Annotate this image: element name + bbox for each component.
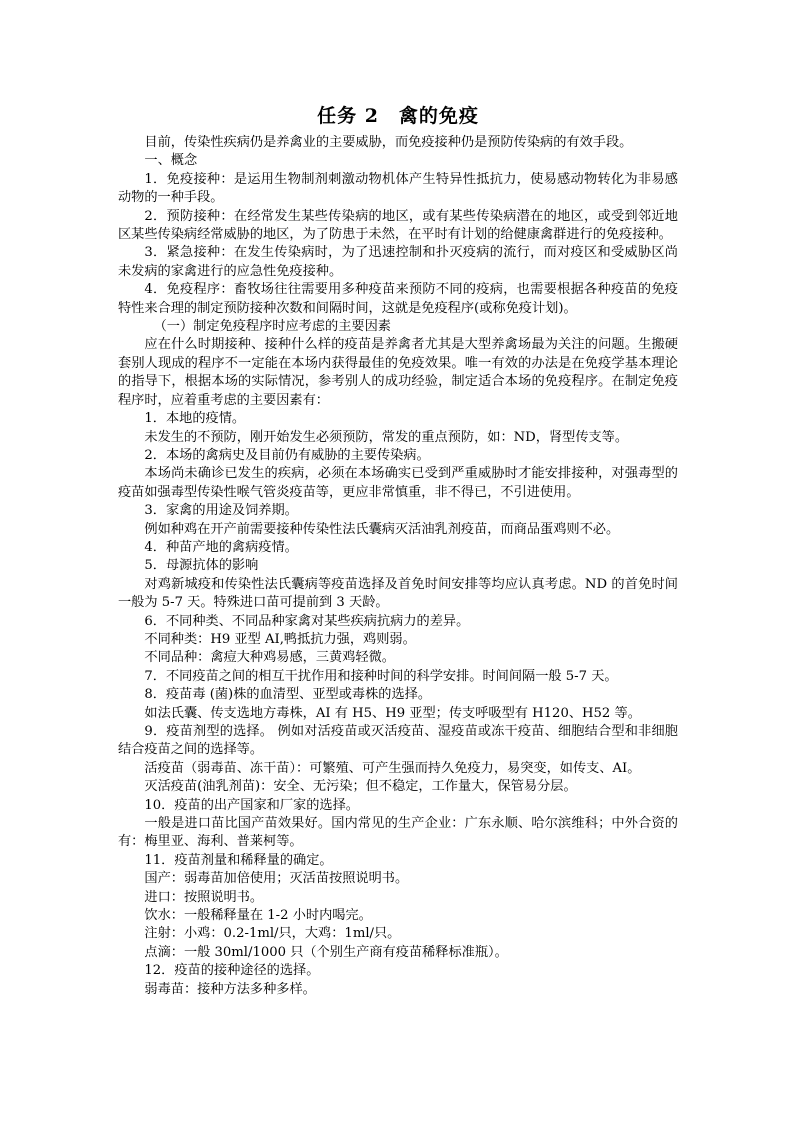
paragraph: 对鸡新城疫和传染性法氏囊病等疫苗选择及首免时间安排等均应认真考虑。ND 的首免时间一般为 5-7 天。特殊进口苗可提前到 3 天龄。 [118,576,678,611]
paragraph: 饮水：一般稀释量在 1-2 小时内喝完。 [144,908,372,924]
paragraph: 未发生的不预防，刚开始发生必须预防，常发的重点预防，如：ND，肾型传支等。 [144,429,629,445]
paragraph: 1．免疫接种：是运用生物制剂刺激动物机体产生特异性抵抗力，使易感动物转化为非易感动物的一种手段。 [118,171,678,206]
paragraph: 不同品种：禽痘大种鸡易感，三黄鸡轻微。 [144,650,395,666]
paragraph: 一、概念 [144,153,198,169]
paragraph: 一般是进口苗比国产苗效果好。国内常见的生产企业：广东永顺、哈尔滨维科；中外合资的有：梅里亚、海利、普莱柯等。 [118,816,678,850]
paragraph: 注射：小鸡：0.2-1ml/只，大鸡：1ml/只。 [144,926,401,942]
paragraph: 弱毒苗：接种方法多种多样。 [144,981,316,997]
paragraph: 9．疫苗剂型的选择。 例如对活疫苗或灭活疫苗、湿疫苗或冻干疫苗、细胞结合型和非细胞结合疫苗之间的选择等。 [118,724,678,758]
paragraph: 4．免疫程序：畜牧场往往需要用多种疫苗来预防不同的疫病，也需要根据各种疫苗的免疫特性来合理的制定预防接种次数和间隔时间，这就是免疫程序(或称免疫计划)。 [118,282,678,316]
paragraph: 1．本地的疫情。 [144,411,246,427]
document-body [118,134,678,999]
paragraph: 本场尚未确诊已发生的疾病，必须在本场确实已受到严重威胁时才能安排接种，对强毒型的疫苗如强毒型传染性喉气管炎疫苗等，更应非常慎重，非不得已，不引进使用。 [118,466,678,500]
paragraph: 例如种鸡在开产前需要接种传染性法氏囊病灭活油乳剂疫苗，而商品蛋鸡则不必。 [144,521,620,537]
paragraph: 应在什么时期接种、接种什么样的疫苗是养禽者尤其是大型养禽场最为关注的问题。生搬硬套别人现成的程序不一定能在本场内获得最佳的免疫效果。唯一有效的办法是在免疫学基本理论的指导下，根据本场的实际情况，参考别人的成功经验，制定适合本场的免疫程序。在制定免疫程序时，应着重考虑的主要因素有： [118,337,678,408]
paragraph: 3．家禽的用途及饲养期。 [144,503,298,519]
paragraph: 11．疫苗剂量和稀释量的确定。 [144,852,333,868]
paragraph: 2．本场的禽病史及目前仍有威胁的主要传染病。 [144,447,430,463]
paragraph: 12．疫苗的接种途径的选择。 [144,963,320,979]
paragraph: 7．不同疫苗之间的相互干扰作用和接种时间的科学安排。时间间隔一般 5-7 天。 [144,668,618,684]
document-page [118,100,678,999]
paragraph: 目前，传染性疾病仍是养禽业的主要威胁，而免疫接种仍是预防传染病的有效手段。 [144,135,633,150]
page-title: 任务 2 禽的免疫 [317,105,479,127]
paragraph: 灭活疫苗(油乳剂苗)：安全、无污染；但不稳定，工作量大，保管易分层。 [144,779,577,795]
paragraph: 4．种苗产地的禽病疫情。 [144,539,298,555]
paragraph: 5．母源抗体的影响 [144,558,259,574]
paragraph: （一）制定免疫程序时应考虑的主要因素 [153,319,391,335]
paragraph: 如法氏囊、传支选地方毒株，AI 有 H5、H9 亚型；传支呼吸型有 H120、H52 等。 [144,705,641,721]
paragraph: 3．紧急接种：在发生传染病时，为了迅速控制和扑灭疫病的流行，而对疫区和受威胁区尚未发病的家禽进行的应急性免疫接种。 [118,245,678,279]
paragraph: 10．疫苗的出产国家和厂家的选择。 [144,797,359,813]
paragraph: 进口：按照说明书。 [144,889,264,905]
paragraph: 国产：弱毒苗加倍使用；灭活苗按照说明书。 [144,871,409,887]
paragraph: 活疫苗（弱毒苗、冻干苗）：可繁殖、可产生强而持久免疫力，易突变，如传支、AI。 [144,760,641,776]
paragraph: 2．预防接种：在经常发生某些传染病的地区，或有某些传染病潜在的地区，或受到邻近地区某些传染病经常威胁的地区，为了防患于未然，在平时有计划的给健康禽群进行的免疫接种。 [118,208,678,243]
paragraph: 不同种类：H9 亚型 AI,鸭抵抗力强，鸡则弱。 [144,631,416,647]
paragraph: 点滴：一般 30ml/1000 只（个别生产商有疫苗稀释标准瓶）。 [144,944,508,960]
paragraph: 8．疫苗毒 (菌)株的血清型、亚型或毒株的选择。 [144,687,432,703]
paragraph: 6．不同种类、不同品种家禽对某些疾病抗病力的差异。 [144,613,470,629]
